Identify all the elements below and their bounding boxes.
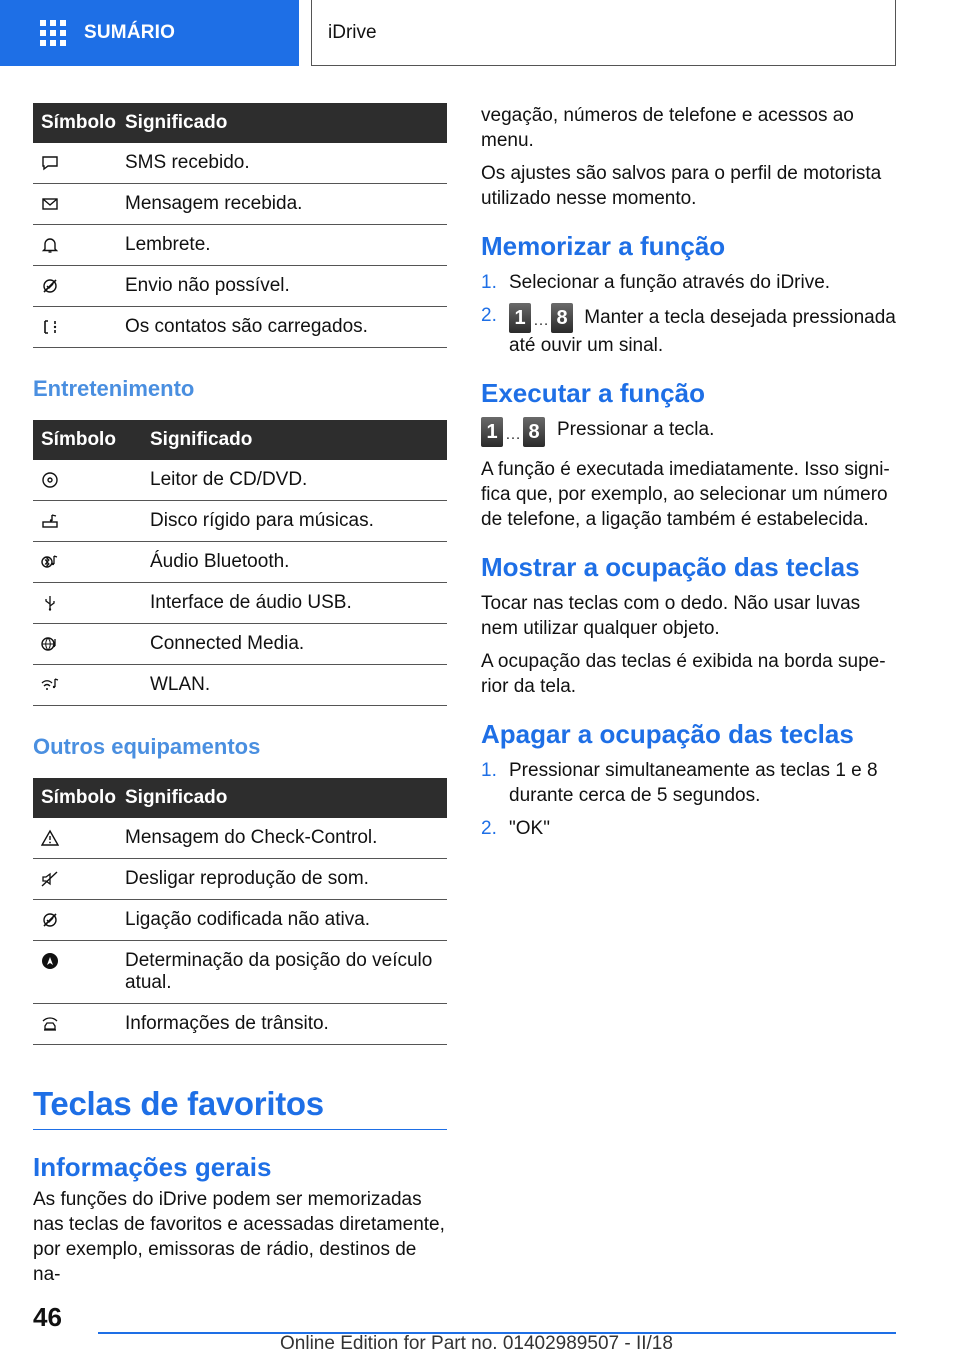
table-header-symbol: Símbolo	[33, 420, 150, 460]
heading-show-assignment: Mostrar a ocupação das teclas	[481, 552, 860, 582]
list-item: 2. 1 … 8 Manter a tecla desejada pressionada até ouvir um sinal.	[481, 305, 896, 356]
table-row: Ligação codificada não ativa.	[33, 900, 447, 941]
traffic-info-icon	[41, 1015, 59, 1033]
table-row: Os contatos são carregados.	[33, 307, 447, 348]
bell-icon	[41, 236, 59, 254]
wlan-icon	[41, 676, 59, 694]
envelope-icon	[41, 195, 59, 213]
sms-icon	[41, 154, 59, 172]
contacts-loading-icon	[41, 318, 59, 336]
profile-saved-text: Os ajustes são salvos para o perfil de motorista utilizado nesse momento.	[481, 163, 882, 209]
general-info-text: As funções do iDrive podem ser memorizadas nas teclas de favoritos e acessadas diretamente, por exemplo, emissoras de rádio, destinos de na-	[33, 1189, 445, 1285]
left-column	[33, 103, 447, 1287]
table-header-symbol: Símbolo	[33, 103, 125, 143]
table-header-meaning: Significado	[125, 778, 447, 818]
toc-button[interactable]	[0, 0, 299, 66]
favorite-key-1: 1	[509, 303, 531, 333]
other-equipment-symbol-table	[33, 778, 447, 1045]
table-row: Informações de trânsito.	[33, 1004, 447, 1045]
connected-media-icon	[41, 635, 59, 653]
usb-icon	[41, 594, 59, 612]
heading-delete-assignment: Apagar a ocupação das teclas	[481, 719, 854, 749]
table-header-symbol: Símbolo	[33, 778, 125, 818]
heading-memorize: Memorizar a função	[481, 231, 726, 261]
table-row: Lembrete.	[33, 225, 447, 266]
chapter-heading-favorites: Teclas de favoritos	[33, 1085, 447, 1130]
hard-disk-music-icon	[41, 512, 59, 530]
favorite-key-8: 8	[551, 303, 573, 333]
cd-icon	[41, 471, 59, 489]
table-row: Leitor de CD/DVD.	[33, 460, 447, 501]
heading-execute: Executar a função	[481, 378, 705, 408]
footer-edition-text: Online Edition for Part no. 01402989507 - II/18	[280, 1333, 673, 1354]
list-item: 1. Pressionar simultaneamente as teclas 1 e 8 durante cerca de 5 segundos.	[481, 760, 878, 806]
favorite-keys-graphic: 1 … 8	[509, 303, 573, 333]
favorite-keys-graphic: 1 … 8	[481, 417, 545, 447]
table-header-meaning: Significado	[125, 103, 447, 143]
mute-icon	[41, 870, 59, 888]
favorite-key-1: 1	[481, 417, 503, 447]
general-info-text-continued: vegação, números de telefone e acessos ao menu.	[481, 105, 854, 151]
table-row: Connected Media.	[33, 624, 447, 665]
messages-symbol-table	[33, 103, 447, 348]
entertainment-symbol-table	[33, 420, 447, 706]
table-row: Determinação da posição do veículo atual.	[33, 941, 447, 1004]
list-item: 1. Selecionar a função através do iDrive.	[481, 272, 831, 293]
page-number: 46	[33, 1302, 62, 1332]
table-row: Envio não possível.	[33, 266, 447, 307]
toc-label: SUMÁRIO	[84, 22, 176, 43]
table-row: Mensagem recebida.	[33, 184, 447, 225]
show-assignment-text-1: Tocar nas teclas com o dedo. Não usar luvas nem utilizar qualquer objeto.	[481, 593, 861, 639]
right-column	[481, 103, 896, 849]
table-row: Disco rígido para músicas.	[33, 501, 447, 542]
table-row: Desligar reprodução de som.	[33, 859, 447, 900]
table-row: Interface de áudio USB.	[33, 583, 447, 624]
execute-text: A função é executada imediatamente. Isso signi- fica que, por exemplo, ao selecionar um número de telefone, a ligação também é estabelecida.	[481, 459, 890, 530]
table-row: Áudio Bluetooth.	[33, 542, 447, 583]
key-instruction: 1 … 8 Pressionar a tecla.	[481, 417, 896, 447]
table-row: Mensagem do Check-Control.	[33, 818, 447, 859]
favorite-key-8: 8	[523, 417, 545, 447]
navigation-arrow-icon	[41, 952, 59, 970]
heading-general-info: Informações gerais	[33, 1152, 272, 1182]
encryption-off-icon	[41, 911, 59, 929]
table-row: WLAN.	[33, 665, 447, 706]
show-assignment-text-2: A ocupação das teclas é exibida na borda supe- rior da tela.	[481, 651, 886, 697]
warning-triangle-icon	[41, 829, 59, 847]
chapter-title: iDrive	[311, 0, 896, 66]
table-header-meaning: Significado	[150, 420, 447, 460]
grid-menu-icon	[40, 20, 66, 46]
send-blocked-icon	[41, 277, 59, 295]
section-heading-outros: Outros equipamentos	[33, 734, 261, 759]
bluetooth-audio-icon	[41, 553, 59, 571]
table-row: SMS recebido.	[33, 143, 447, 184]
section-heading-entretenimento: Entretenimento	[33, 376, 195, 401]
list-item: 2. "OK"	[481, 818, 550, 839]
